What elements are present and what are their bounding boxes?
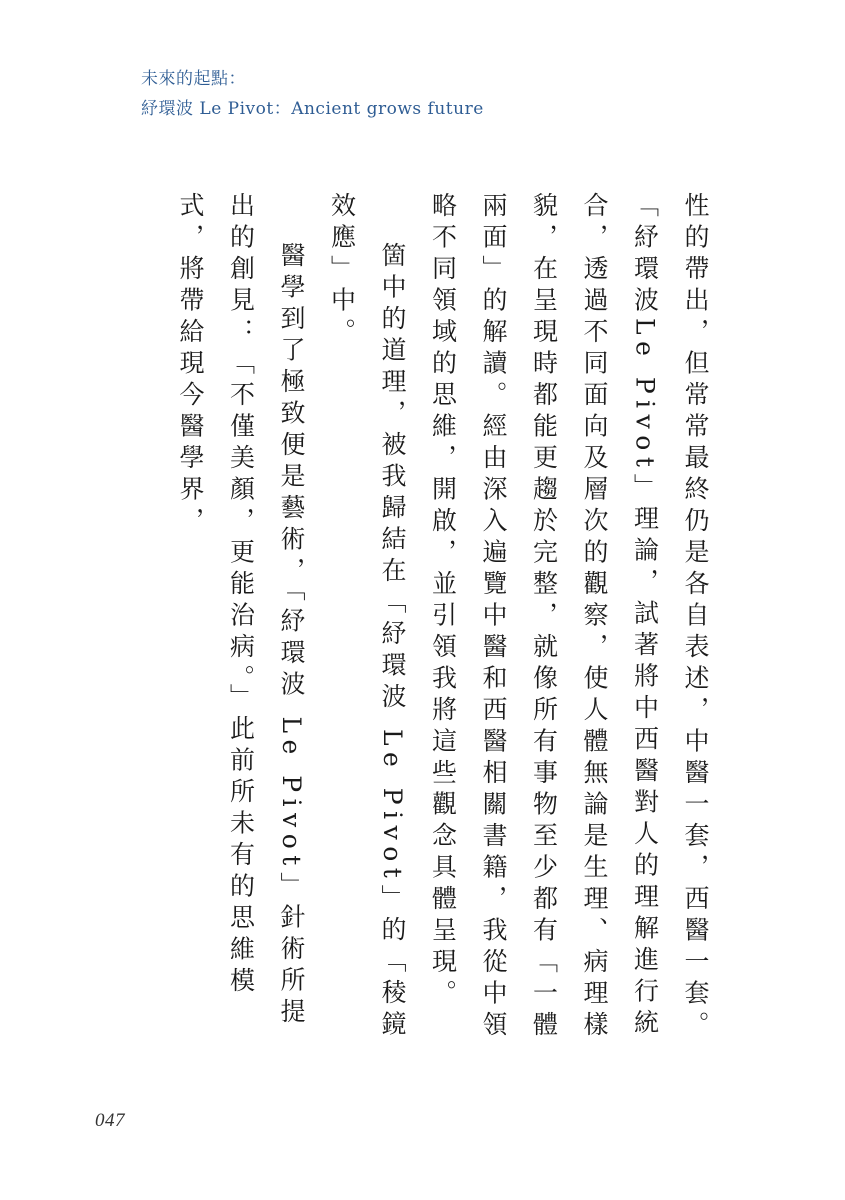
- running-head-chapter: 未來的起點：: [141, 69, 246, 89]
- running-head: [141, 64, 484, 124]
- paragraph: 醫學到了極致便是藝術，「紓環波 Le Pivot」針術所提出的創見：「不僅美顏，更能治病。」此前所未有的思維模式，將帶給現今醫學界，: [176, 192, 306, 1030]
- paragraph-continued: 性的帶出，但常常最終仍是各自表述，中醫一套，西醫一套。「紓環波Le Pivot」理論，試著將中西醫對人的理解進行統合，透過不同面向及層次的觀察，使人體無論是生理、病理樣貌，在呈現時都能更趨於完整，就像所有事物至少都有「一體兩面」的解讀。經由深入遍覽中醫和西醫相關書籍，我從中領略不同領域的思維，開啟，並引領我將這些觀念具體呈現。: [428, 192, 710, 1043]
- paragraph: 箇中的道理，被我歸結在「紓環波 Le Pivot」的「稜鏡效應」中。: [327, 192, 407, 1042]
- running-head-title: 紓環波 Le Pivot：Ancient grows future: [141, 99, 484, 119]
- vertical-body-text: [165, 192, 721, 1052]
- page-number: 047: [95, 1110, 125, 1131]
